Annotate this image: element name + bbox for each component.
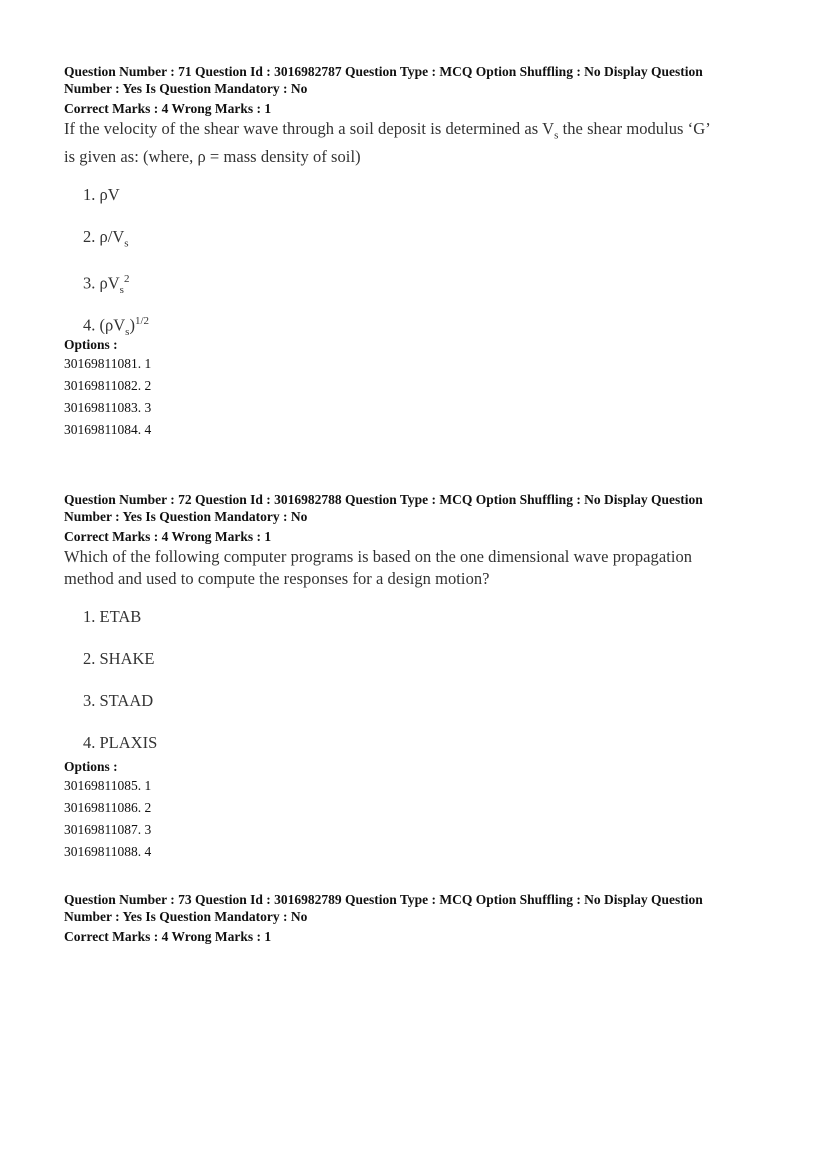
option-id-row: 30169811085. 1 bbox=[64, 778, 152, 793]
question-text bbox=[64, 546, 784, 590]
answer-choice-3 bbox=[83, 268, 784, 310]
question-meta-line-2: Number : Yes Is Question Mandatory : No bbox=[64, 909, 308, 924]
choice-text-suffix: ) bbox=[129, 315, 135, 335]
option-id-row: 30169811084. 4 bbox=[64, 422, 152, 438]
question-meta-line-1: Question Number : 73 Question Id : 3016982789 Question Type : MCQ Option Shuffling : No Display Question bbox=[64, 892, 703, 907]
answer-choice-4: 4. PLAXIS bbox=[83, 733, 158, 752]
answer-choice-1 bbox=[83, 184, 784, 226]
question-text-line-2: method and used to compute the responses for a design motion? bbox=[64, 569, 490, 588]
superscript: 2 bbox=[123, 273, 130, 286]
choice-text: 4. (ρV bbox=[83, 315, 126, 335]
question-meta bbox=[64, 63, 784, 97]
option-id-row: 30169811082. 2 bbox=[64, 378, 152, 394]
question-text-line-1: Which of the following computer programs is based on the one dimensional wave propagation bbox=[64, 547, 693, 566]
subscript: s bbox=[554, 129, 559, 142]
question-text-line-1 bbox=[64, 118, 784, 146]
answer-choices bbox=[83, 606, 784, 758]
question-meta-line-1: Question Number : 71 Question Id : 3016982787 Question Type : MCQ Option Shuffling : No Display Question bbox=[64, 64, 703, 79]
question-71 bbox=[64, 63, 784, 441]
options-label: Options : bbox=[64, 337, 118, 353]
question-marks: Correct Marks : 4 Wrong Marks : 1 bbox=[64, 101, 272, 116]
options-list bbox=[64, 353, 784, 441]
question-text-part: If the velocity of the shear wave through a soil deposit is determined as V bbox=[64, 119, 555, 138]
choice-text: 3. ρV bbox=[83, 273, 120, 293]
question-meta-line-1: Question Number : 72 Question Id : 3016982788 Question Type : MCQ Option Shuffling : No Display Question bbox=[64, 492, 703, 507]
options-label: Options : bbox=[64, 759, 118, 774]
question-meta bbox=[64, 491, 784, 525]
option-id-row: 30169811088. 4 bbox=[64, 844, 152, 859]
question-meta bbox=[64, 891, 784, 925]
option-id-row: 30169811083. 3 bbox=[64, 400, 152, 416]
subscript: s bbox=[124, 237, 129, 250]
answer-choices bbox=[83, 184, 784, 339]
option-id-row: 30169811087. 3 bbox=[64, 822, 152, 837]
choice-text: 2. ρ/V bbox=[83, 227, 125, 247]
answer-choice-2: 2. SHAKE bbox=[83, 649, 155, 668]
subscript: s bbox=[119, 284, 124, 297]
question-72 bbox=[64, 491, 784, 863]
options-list bbox=[64, 775, 784, 863]
option-id-row: 30169811081. 1 bbox=[64, 356, 152, 372]
question-meta-line-2: Number : Yes Is Question Mandatory : No bbox=[64, 81, 308, 96]
question-marks: Correct Marks : 4 Wrong Marks : 1 bbox=[64, 929, 272, 944]
question-text bbox=[64, 118, 784, 168]
answer-choice-3: 3. STAAD bbox=[83, 691, 154, 710]
question-marks: Correct Marks : 4 Wrong Marks : 1 bbox=[64, 529, 272, 544]
subscript: s bbox=[125, 326, 130, 339]
answer-choice-1: 1. ETAB bbox=[83, 607, 142, 626]
choice-text: 1. ρV bbox=[83, 185, 120, 205]
superscript: 1/2 bbox=[134, 315, 149, 328]
question-text-part: the shear modulus ‘G’ bbox=[558, 119, 711, 138]
option-id-row: 30169811086. 2 bbox=[64, 800, 152, 815]
question-73 bbox=[64, 891, 784, 945]
question-text-line-2: is given as: (where, ρ = mass density of soil) bbox=[64, 147, 361, 167]
answer-choice-4 bbox=[83, 310, 784, 339]
answer-choice-2 bbox=[83, 226, 784, 268]
question-meta-line-2: Number : Yes Is Question Mandatory : No bbox=[64, 509, 308, 524]
